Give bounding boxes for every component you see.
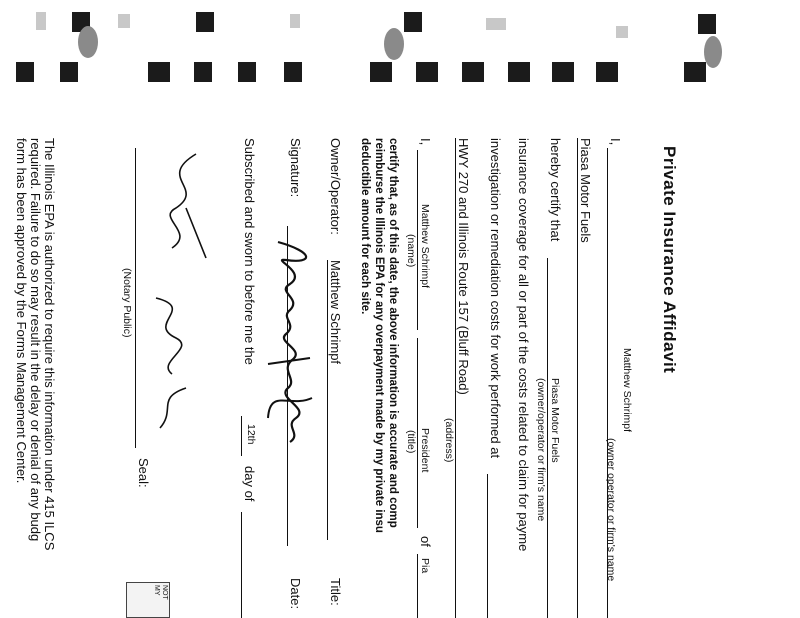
scan-mark	[486, 18, 506, 30]
sworn-text: Subscribed and sworn to before me the	[242, 138, 257, 365]
notary-caption: (Notary Public)	[121, 268, 133, 338]
footer-line-2: required. Failure to do so may result in the delay or denial of any budg	[28, 138, 43, 542]
line3-caption: (owner/operator or firm's name	[535, 378, 547, 522]
certify-of-value: Pia	[419, 558, 431, 574]
owner-title-label: Title:	[328, 578, 343, 606]
punch-hole	[384, 28, 404, 60]
stamp-line-2: MY	[153, 585, 160, 596]
certify-name-caption: (name)	[405, 234, 417, 268]
punch-hole	[704, 36, 722, 68]
line1-prefix: I,	[608, 138, 623, 146]
scan-mark	[462, 62, 484, 82]
certify-title: President	[419, 428, 431, 473]
line2-underline	[577, 138, 578, 618]
scan-mark	[36, 12, 46, 30]
certify-name: Matthew Schrimpf	[419, 204, 431, 289]
scan-mark	[404, 12, 422, 32]
owner-underline	[327, 260, 328, 540]
certify-of: of	[418, 536, 433, 547]
line5-underline	[487, 474, 488, 618]
scan-mark	[118, 14, 130, 28]
line4-text: insurance coverage for all or part of the costs related to claim for payme	[516, 138, 531, 552]
certify-prefix: I,	[418, 138, 433, 146]
sworn-month-underline	[241, 512, 242, 618]
certify-para-1: certify that, as of this date, the above information is accurate and comp	[387, 138, 399, 528]
scan-mark	[596, 62, 618, 82]
affidavit-document	[0, 138, 690, 618]
line2-firm: Piasa Motor Fuels	[578, 138, 593, 243]
scan-mark	[60, 62, 78, 82]
owner-signature	[260, 238, 320, 468]
punch-hole	[78, 26, 98, 58]
notary-signature	[136, 148, 216, 438]
scan-mark	[290, 14, 300, 28]
scan-mark	[194, 62, 212, 82]
address-value: HWY 270 and Illinois Route 157 (Bluff Road)	[456, 138, 471, 395]
line1-caption: (owner operator or firm's name	[605, 438, 617, 582]
owner-value: Matthew Schrimpf	[328, 260, 343, 365]
certify-para-3: deductible amount for each site.	[359, 138, 371, 315]
scan-mark	[370, 62, 392, 82]
line3-text: hereby certify that	[548, 138, 563, 242]
scan-mark	[16, 62, 34, 82]
footer-line-1: The Illinois EPA is authorized to require this information under 415 ILCS	[42, 138, 57, 551]
line1-name: Matthew Schrimpf	[621, 348, 633, 433]
owner-label: Owner/Operator:	[328, 138, 343, 235]
address-underline	[455, 138, 456, 618]
notary-stamp	[126, 582, 170, 618]
notary-underline	[135, 148, 136, 448]
scan-mark	[698, 14, 716, 34]
line3-firm: Piasa Motor Fuels	[549, 378, 561, 463]
signature-date-label: Date:	[288, 578, 303, 610]
scan-mark	[196, 12, 214, 32]
seal-label: Seal:	[136, 458, 151, 488]
scan-mark	[616, 26, 628, 38]
sworn-day-value: 12th	[245, 424, 257, 445]
stamp-line-1: NOT	[161, 585, 168, 600]
scan-mark	[684, 62, 706, 82]
scan-mark	[508, 62, 530, 82]
line5-text: investigation or remediation costs for work performed at	[488, 138, 503, 459]
scan-mark	[416, 62, 438, 82]
scan-mark	[552, 62, 574, 82]
certify-title-caption: (title)	[405, 430, 417, 454]
scan-mark	[238, 62, 256, 82]
sworn-day-text: day of	[242, 466, 257, 502]
address-caption: (address)	[443, 418, 455, 463]
footer-line-3: form has been approved by the Forms Management Center.	[14, 138, 29, 484]
page-title: Private Insurance Affidavit	[660, 146, 679, 374]
scan-mark	[284, 62, 302, 82]
scan-mark	[148, 62, 170, 82]
certify-para-2: reimburse the Illinois EPA for any overpayment made by my private insu	[373, 138, 385, 533]
sworn-day-underline	[241, 416, 242, 456]
signature-label: Signature:	[288, 138, 303, 198]
